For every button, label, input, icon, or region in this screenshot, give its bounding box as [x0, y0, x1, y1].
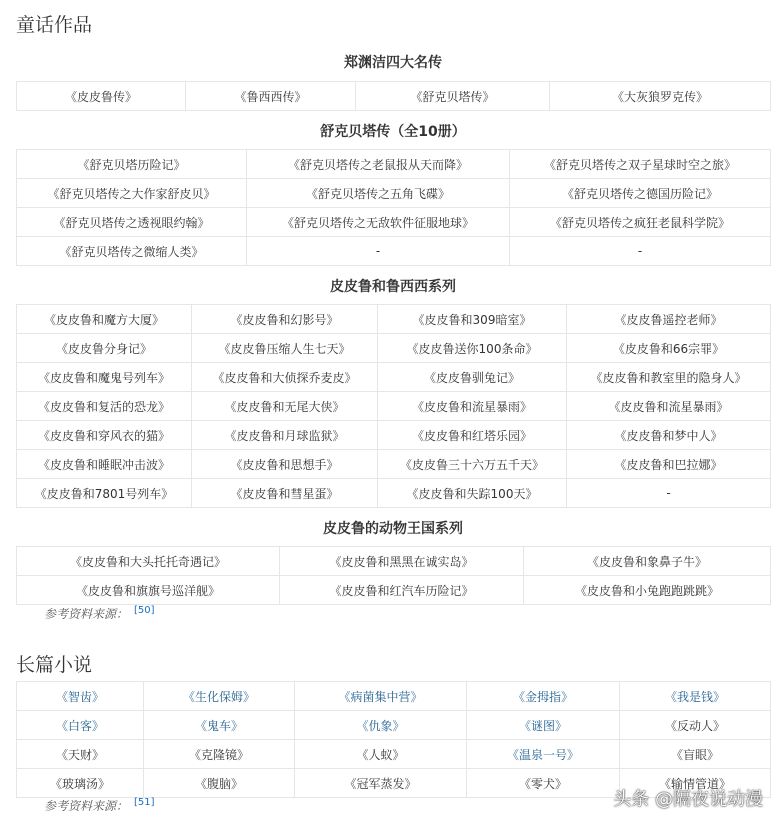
- book-link[interactable]: 《白客》: [17, 711, 144, 740]
- table-row: [17, 547, 771, 576]
- book-title-cell: 《皮皮鲁和7801号列车》: [17, 479, 192, 508]
- book-title-cell: 《舒克贝塔传之大作家舒皮贝》: [17, 179, 247, 208]
- book-title-cell: 《皮皮鲁和红塔乐园》: [378, 421, 567, 450]
- table-row: [17, 392, 771, 421]
- table-row: [17, 363, 771, 392]
- book-title-cell: 《舒克贝塔传》: [356, 82, 550, 111]
- book-title-cell: 《舒克贝塔历险记》: [17, 150, 247, 179]
- book-title-cell: 《腹脑》: [144, 769, 295, 798]
- book-link[interactable]: 《病菌集中营》: [295, 682, 467, 711]
- book-link[interactable]: 《谜图》: [467, 711, 620, 740]
- book-title-cell: 《皮皮鲁和魔鬼号列车》: [17, 363, 192, 392]
- book-title-cell: 《舒克贝塔传之无敌软件征服地球》: [247, 208, 510, 237]
- book-title-cell: 《皮皮鲁和梦中人》: [567, 421, 771, 450]
- reference-label: 参考资料来源：: [44, 607, 129, 621]
- pipilu-luxixi-table: [16, 304, 771, 508]
- book-title-cell: 《皮皮鲁和红汽车历险记》: [280, 576, 524, 605]
- citation-link[interactable]: [50]: [134, 605, 155, 616]
- table-row: [17, 208, 771, 237]
- book-title-cell: 《皮皮鲁和大头托托奇遇记》: [17, 547, 280, 576]
- shuke-beita-table: [16, 149, 771, 266]
- book-title-cell: 《皮皮鲁和复活的恐龙》: [17, 392, 192, 421]
- book-title-cell: 《零犬》: [467, 769, 620, 798]
- table-row: [17, 740, 771, 769]
- section-title-novels: 长篇小说: [16, 654, 93, 676]
- table-row: [17, 576, 771, 605]
- book-title-cell: 《皮皮鲁驯兔记》: [378, 363, 567, 392]
- book-title-cell: 《皮皮鲁传》: [17, 82, 186, 111]
- book-title-cell: 《克隆镜》: [144, 740, 295, 769]
- table-caption: 舒克贝塔传（全10册）: [320, 124, 466, 140]
- book-title-cell: 《反动人》: [620, 711, 771, 740]
- book-title-cell: 《舒克贝塔传之疯狂老鼠科学院》: [510, 208, 771, 237]
- table-row: [17, 334, 771, 363]
- book-title-cell: 《输情管道》: [620, 769, 771, 798]
- table-row: [17, 150, 771, 179]
- book-title-cell: 《皮皮鲁和旗旗号巡洋舰》: [17, 576, 280, 605]
- book-title-cell: 《皮皮鲁和象鼻子牛》: [524, 547, 771, 576]
- animal-kingdom-table: [16, 546, 771, 605]
- book-title-cell: 《皮皮鲁压缩人生七天》: [192, 334, 378, 363]
- section-title-fairy-tales: 童话作品: [16, 14, 93, 36]
- book-title-cell: 《皮皮鲁和无尾大侠》: [192, 392, 378, 421]
- book-title-cell: 《人蚁》: [295, 740, 467, 769]
- book-title-cell: 《皮皮鲁和月球监狱》: [192, 421, 378, 450]
- table-row: [17, 450, 771, 479]
- reference-note: [44, 605, 155, 622]
- book-title-cell: 《舒克贝塔传之老鼠报从天而降》: [247, 150, 510, 179]
- book-title-cell: 《天财》: [17, 740, 144, 769]
- book-title-cell: 《冠军蒸发》: [295, 769, 467, 798]
- book-title-cell: 《舒克贝塔传之微缩人类》: [17, 237, 247, 266]
- book-link[interactable]: 《鬼车》: [144, 711, 295, 740]
- book-title-cell: 《皮皮鲁和教室里的隐身人》: [567, 363, 771, 392]
- table-row: [17, 421, 771, 450]
- table-row: [17, 82, 771, 111]
- table-caption: 皮皮鲁的动物王国系列: [323, 521, 463, 537]
- table-row: [17, 682, 771, 711]
- book-title-cell: 《皮皮鲁和巴拉娜》: [567, 450, 771, 479]
- book-link[interactable]: 《生化保姆》: [144, 682, 295, 711]
- book-link[interactable]: 《我是钱》: [620, 682, 771, 711]
- book-title-cell: 《皮皮鲁分身记》: [17, 334, 192, 363]
- table-row: [17, 711, 771, 740]
- book-title-cell: 《盲眼》: [620, 740, 771, 769]
- book-title-cell: 《舒克贝塔传之德国历险记》: [510, 179, 771, 208]
- book-title-cell: 《皮皮鲁和小兔跑跑跳跳》: [524, 576, 771, 605]
- reference-note: [44, 797, 155, 814]
- book-link[interactable]: 《仇象》: [295, 711, 467, 740]
- book-title-cell: 《皮皮鲁和流星暴雨》: [378, 392, 567, 421]
- table-row: [17, 479, 771, 508]
- book-title-cell: 《大灰狼罗克传》: [550, 82, 771, 111]
- citation-link[interactable]: [51]: [134, 797, 155, 808]
- book-title-cell: 《皮皮鲁和66宗罪》: [567, 334, 771, 363]
- watermark: 头条 @隔夜说动漫: [613, 789, 763, 810]
- book-title-cell: 《皮皮鲁和309暗室》: [378, 305, 567, 334]
- book-title-cell: 《皮皮鲁和穿风衣的猫》: [17, 421, 192, 450]
- table-row: [17, 237, 771, 266]
- reference-label: 参考资料来源：: [44, 799, 129, 813]
- book-title-cell: 《皮皮鲁和大侦探乔麦皮》: [192, 363, 378, 392]
- book-title-cell: 《皮皮鲁三十六万五千天》: [378, 450, 567, 479]
- book-title-cell: 《皮皮鲁和魔方大厦》: [17, 305, 192, 334]
- book-title-cell: 《皮皮鲁和幻影号》: [192, 305, 378, 334]
- book-title-cell: 《舒克贝塔传之五角飞碟》: [247, 179, 510, 208]
- table-row: [17, 179, 771, 208]
- table-caption: 郑渊洁四大名传: [344, 55, 442, 71]
- book-title-cell: 《舒克贝塔传之透视眼约翰》: [17, 208, 247, 237]
- book-title-cell: 《皮皮鲁和彗星蛋》: [192, 479, 378, 508]
- book-title-cell: 《皮皮鲁和睡眠冲击波》: [17, 450, 192, 479]
- novels-table: [16, 681, 771, 798]
- book-title-cell: 《皮皮鲁遥控老师》: [567, 305, 771, 334]
- book-link[interactable]: 《温泉一号》: [467, 740, 620, 769]
- book-title-cell: 《皮皮鲁和失踪100天》: [378, 479, 567, 508]
- book-title-cell: -: [247, 237, 510, 266]
- book-title-cell: -: [567, 479, 771, 508]
- table-caption: 皮皮鲁和鲁西西系列: [330, 279, 456, 295]
- famous-biographies-table: [16, 81, 771, 111]
- book-link[interactable]: 《智齿》: [17, 682, 144, 711]
- book-title-cell: 《玻璃汤》: [17, 769, 144, 798]
- book-title-cell: 《鲁西西传》: [186, 82, 356, 111]
- book-title-cell: -: [510, 237, 771, 266]
- book-title-cell: 《皮皮鲁送你100条命》: [378, 334, 567, 363]
- table-row: [17, 305, 771, 334]
- book-title-cell: 《皮皮鲁和思想手》: [192, 450, 378, 479]
- book-title-cell: 《皮皮鲁和黑黑在诚实岛》: [280, 547, 524, 576]
- book-title-cell: 《皮皮鲁和流星暴雨》: [567, 392, 771, 421]
- book-title-cell: 《舒克贝塔传之双子星球时空之旅》: [510, 150, 771, 179]
- book-link[interactable]: 《金拇指》: [467, 682, 620, 711]
